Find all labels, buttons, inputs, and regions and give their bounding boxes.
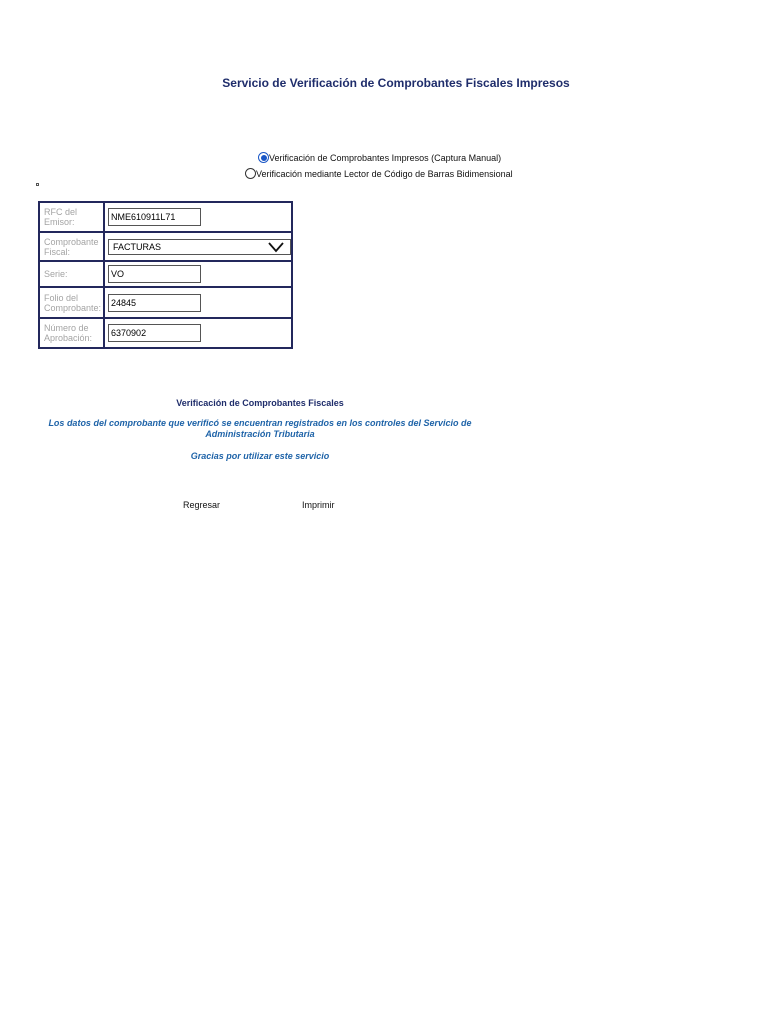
result-heading: Verificación de Comprobantes Fiscales [176, 398, 344, 408]
serie-input[interactable] [108, 265, 201, 283]
form-row-aprobacion [39, 318, 292, 348]
aprobacion-input[interactable] [108, 324, 201, 342]
comprobante-select[interactable] [108, 239, 291, 255]
aprobacion-label: Número de Aprobación: [39, 318, 104, 348]
radio-button-barcode[interactable] [245, 168, 256, 179]
comprobante-cell [104, 232, 292, 261]
thanks-message: Gracias por utilizar este servicio [190, 451, 330, 461]
serie-cell [104, 261, 292, 287]
result-message-line-1: Los datos del comprobante que verificó se encuentran registrados en los controles del Servicio de [48, 418, 472, 428]
result-message [0, 418, 520, 440]
aprobacion-cell [104, 318, 292, 348]
form-row-serie [39, 261, 292, 287]
verification-form-table [38, 201, 293, 349]
chevron-down-icon [268, 241, 284, 253]
small-square-marker [36, 183, 39, 186]
print-button[interactable]: Imprimir [302, 500, 335, 510]
rfc-cell [104, 202, 292, 232]
back-button[interactable]: Regresar [183, 500, 221, 510]
folio-cell [104, 287, 292, 318]
form-row-folio [39, 287, 292, 318]
serie-label: Serie: [39, 261, 104, 287]
rfc-input[interactable] [108, 208, 201, 226]
form-row-comprobante [39, 232, 292, 261]
comprobante-selected-value: FACTURAS [113, 241, 162, 252]
form-row-rfc [39, 202, 292, 232]
radio-barcode-label: Verificación mediante Lector de Código de Barras Bidimensional [256, 168, 513, 179]
page-title: Servicio de Verificación de Comprobantes Fiscales Impresos [222, 76, 570, 90]
folio-label: Folio del Comprobante: [39, 287, 104, 318]
radio-manual-capture[interactable] [258, 152, 501, 163]
folio-input[interactable] [108, 294, 201, 312]
radio-barcode-reader[interactable] [245, 168, 513, 179]
comprobante-label: Comprobante Fiscal: [39, 232, 104, 261]
radio-manual-label: Verificación de Comprobantes Impresos (Captura Manual) [269, 152, 502, 163]
rfc-label: RFC del Emisor: [39, 202, 104, 232]
radio-button-manual[interactable] [258, 152, 269, 163]
result-message-line-2: Administración Tributaria [205, 429, 315, 439]
